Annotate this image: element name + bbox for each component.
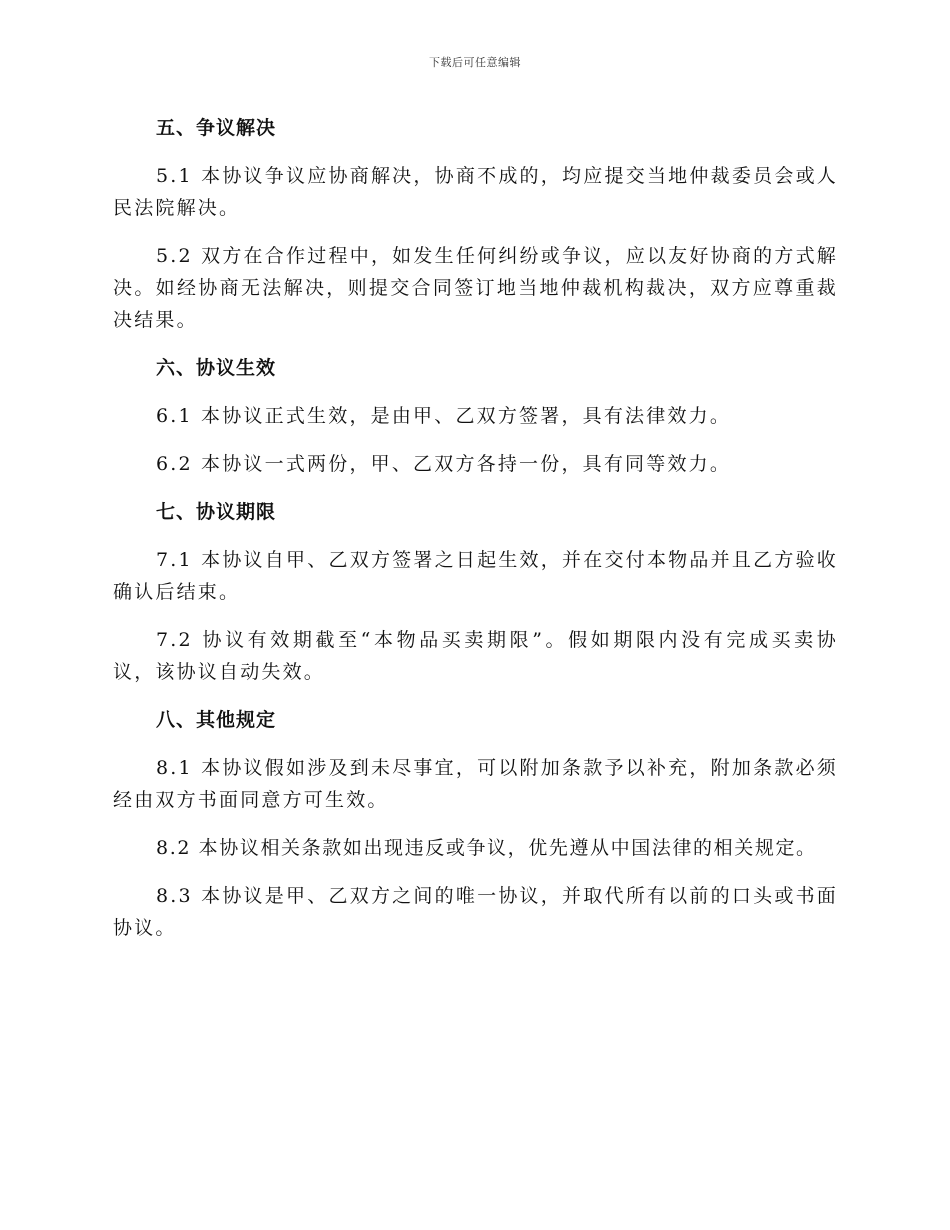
clause-6-2: 6.2 本协议一式两份，甲、乙双方各持一份，具有同等效力。 bbox=[156, 453, 732, 475]
section-heading-dispute: 五、争议解决 bbox=[156, 117, 277, 139]
page-header: 下载后可任意编辑 bbox=[429, 56, 521, 69]
clause-6-1: 6.1 本协议正式生效，是由甲、乙双方签署，具有法律效力。 bbox=[156, 405, 732, 427]
clause-7-2: 7.2 协议有效期截至“本物品买卖期限”。假如期限内没有完成买卖协议，该协议自动失效。 bbox=[113, 629, 838, 683]
section-heading-effect: 六、协议生效 bbox=[156, 357, 277, 379]
section-heading-other: 八、其他规定 bbox=[156, 709, 277, 731]
clause-5-1: 5.1 本协议争议应协商解决，协商不成的，均应提交当地仲裁委员会或人民法院解决。 bbox=[113, 165, 838, 219]
clause-5-2: 5.2 双方在合作过程中，如发生任何纠纷或争议，应以友好协商的方式解决。如经协商无法解决，则提交合同签订地当地仲裁机构裁决，双方应尊重裁决结果。 bbox=[113, 245, 838, 331]
clause-7-1: 7.1 本协议自甲、乙双方签署之日起生效，并在交付本物品并且乙方验收确认后结束。 bbox=[113, 549, 838, 603]
clause-8-3: 8.3 本协议是甲、乙双方之间的唯一协议，并取代所有以前的口头或书面协议。 bbox=[113, 885, 838, 939]
clause-8-1: 8.1 本协议假如涉及到未尽事宜，可以附加条款予以补充，附加条款必须经由双方书面同意方可生效。 bbox=[113, 757, 838, 811]
document-body bbox=[113, 112, 838, 960]
section-heading-term: 七、协议期限 bbox=[156, 501, 277, 523]
clause-8-2: 8.2 本协议相关条款如出现违反或争议，优先遵从中国法律的相关规定。 bbox=[156, 837, 817, 859]
